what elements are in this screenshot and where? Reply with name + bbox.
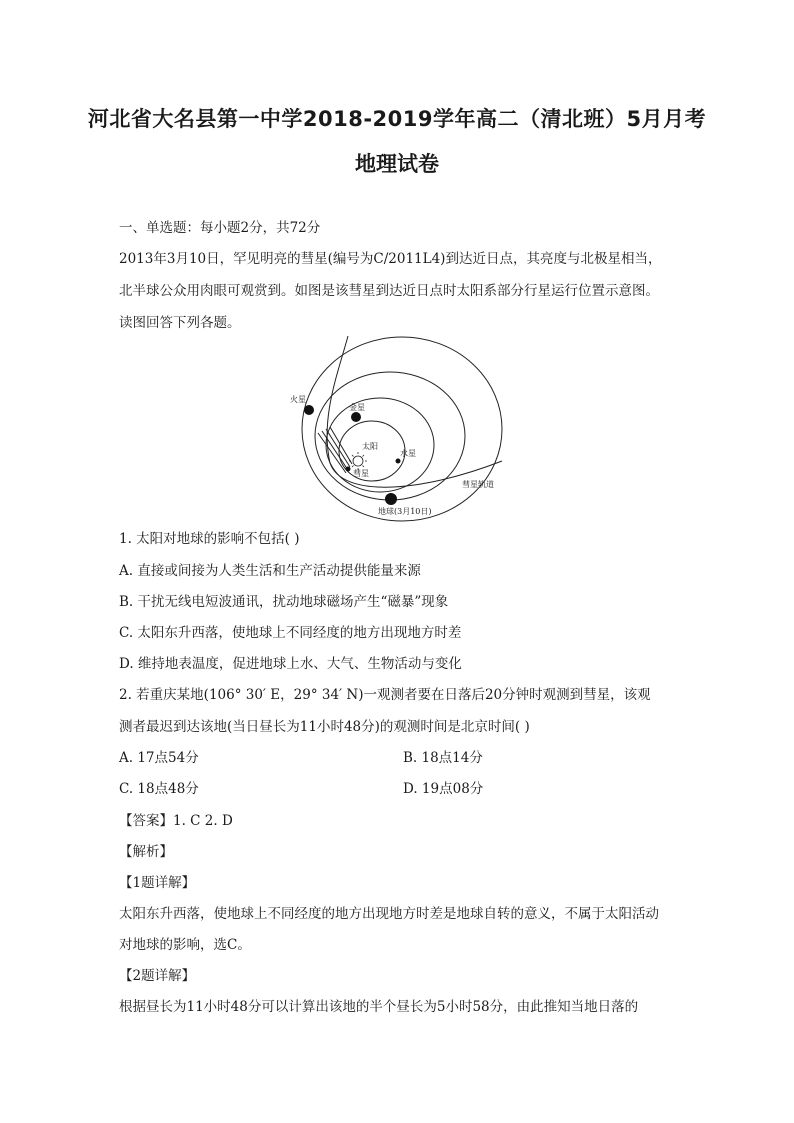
question-1-option-d: D. 维持地表温度，促进地球上水、大气、生物活动与变化: [119, 656, 462, 672]
question-1-option-a: A. 直接或间接为人类生活和生产活动提供能量来源: [119, 563, 421, 579]
mars-orbit: [302, 337, 502, 521]
exam-title-line2: 地理试卷: [355, 152, 439, 176]
exam-title-line1: 河北省大名县第一中学2018-2019学年高二（清北班）5月月考: [87, 107, 707, 131]
mercury-icon: [396, 459, 401, 464]
question-2-option-c: C. 18点48分: [119, 781, 199, 797]
detail-2-text-line1: 根据昼长为11小时48分可以计算出该地的半个昼长为5小时58分，由此推知当地日落的: [119, 999, 639, 1015]
question-2-stem-line1: 2. 若重庆某地(106° 30′ E，29° 34′ N)一观测者要在日落后20分钟时观测到彗星，该观: [119, 687, 651, 703]
comet-label: 彗星: [353, 469, 369, 478]
venus-icon: [351, 412, 361, 422]
question-2-option-a: A. 17点54分: [119, 750, 199, 766]
comet-orbit-label: 彗星轨道: [462, 480, 494, 489]
detail-1-heading: 【1题详解】: [119, 875, 196, 891]
mercury-orbit: [339, 421, 405, 481]
detail-1-text-line2: 对地球的影响，选C。: [119, 937, 251, 953]
sun-icon: [349, 452, 367, 470]
solar-system-diagram: [280, 333, 520, 523]
mars-icon: [304, 405, 314, 415]
section-heading: 一、单选题：每小题2分，共72分: [119, 220, 321, 236]
question-2-stem-line2: 测者最迟到达该地(当日昼长为11小时48分)的观测时间是北京时间( ): [119, 719, 530, 735]
earth-label: 地球(3月10日): [378, 507, 432, 516]
mercury-label: 水星: [400, 449, 416, 458]
intro-line-3: 读图回答下列各题。: [119, 315, 241, 331]
mars-label: 火星: [290, 395, 306, 404]
question-1-option-b: B. 干扰无线电短波通讯，扰动地球磁场产生“磁暴”现象: [119, 594, 449, 610]
answer-line: 【答案】1. C 2. D: [119, 813, 233, 829]
question-2-option-d: D. 19点08分: [403, 781, 484, 797]
earth-orbit: [315, 372, 465, 500]
intro-line-2: 北半球公众用肉眼可观赏到。如图是该彗星到达近日点时太阳系部分行星运行位置示意图。: [119, 283, 659, 299]
question-1-stem: 1. 太阳对地球的影响不包括( ): [119, 531, 300, 547]
venus-label: 金星: [349, 403, 365, 412]
orbit-diagram-svg: [280, 333, 520, 523]
analysis-heading: 【解析】: [119, 844, 173, 860]
question-2-option-b: B. 18点14分: [403, 750, 483, 766]
intro-line-1: 2013年3月10日，罕见明亮的彗星(编号为C/2011L4)到达近日点，其亮度与北极星相当，: [119, 251, 662, 267]
question-1-option-c: C. 太阳东升西落，使地球上不同经度的地方出现地方时差: [119, 625, 462, 641]
earth-icon: [385, 493, 397, 505]
detail-2-heading: 【2题详解】: [119, 968, 196, 984]
sun-label: 太阳: [362, 442, 378, 451]
comet-icon: [346, 467, 351, 472]
detail-1-text-line1: 太阳东升西落，使地球上不同经度的地方出现地方时差是地球自转的意义，不属于太阳活动: [119, 906, 659, 922]
